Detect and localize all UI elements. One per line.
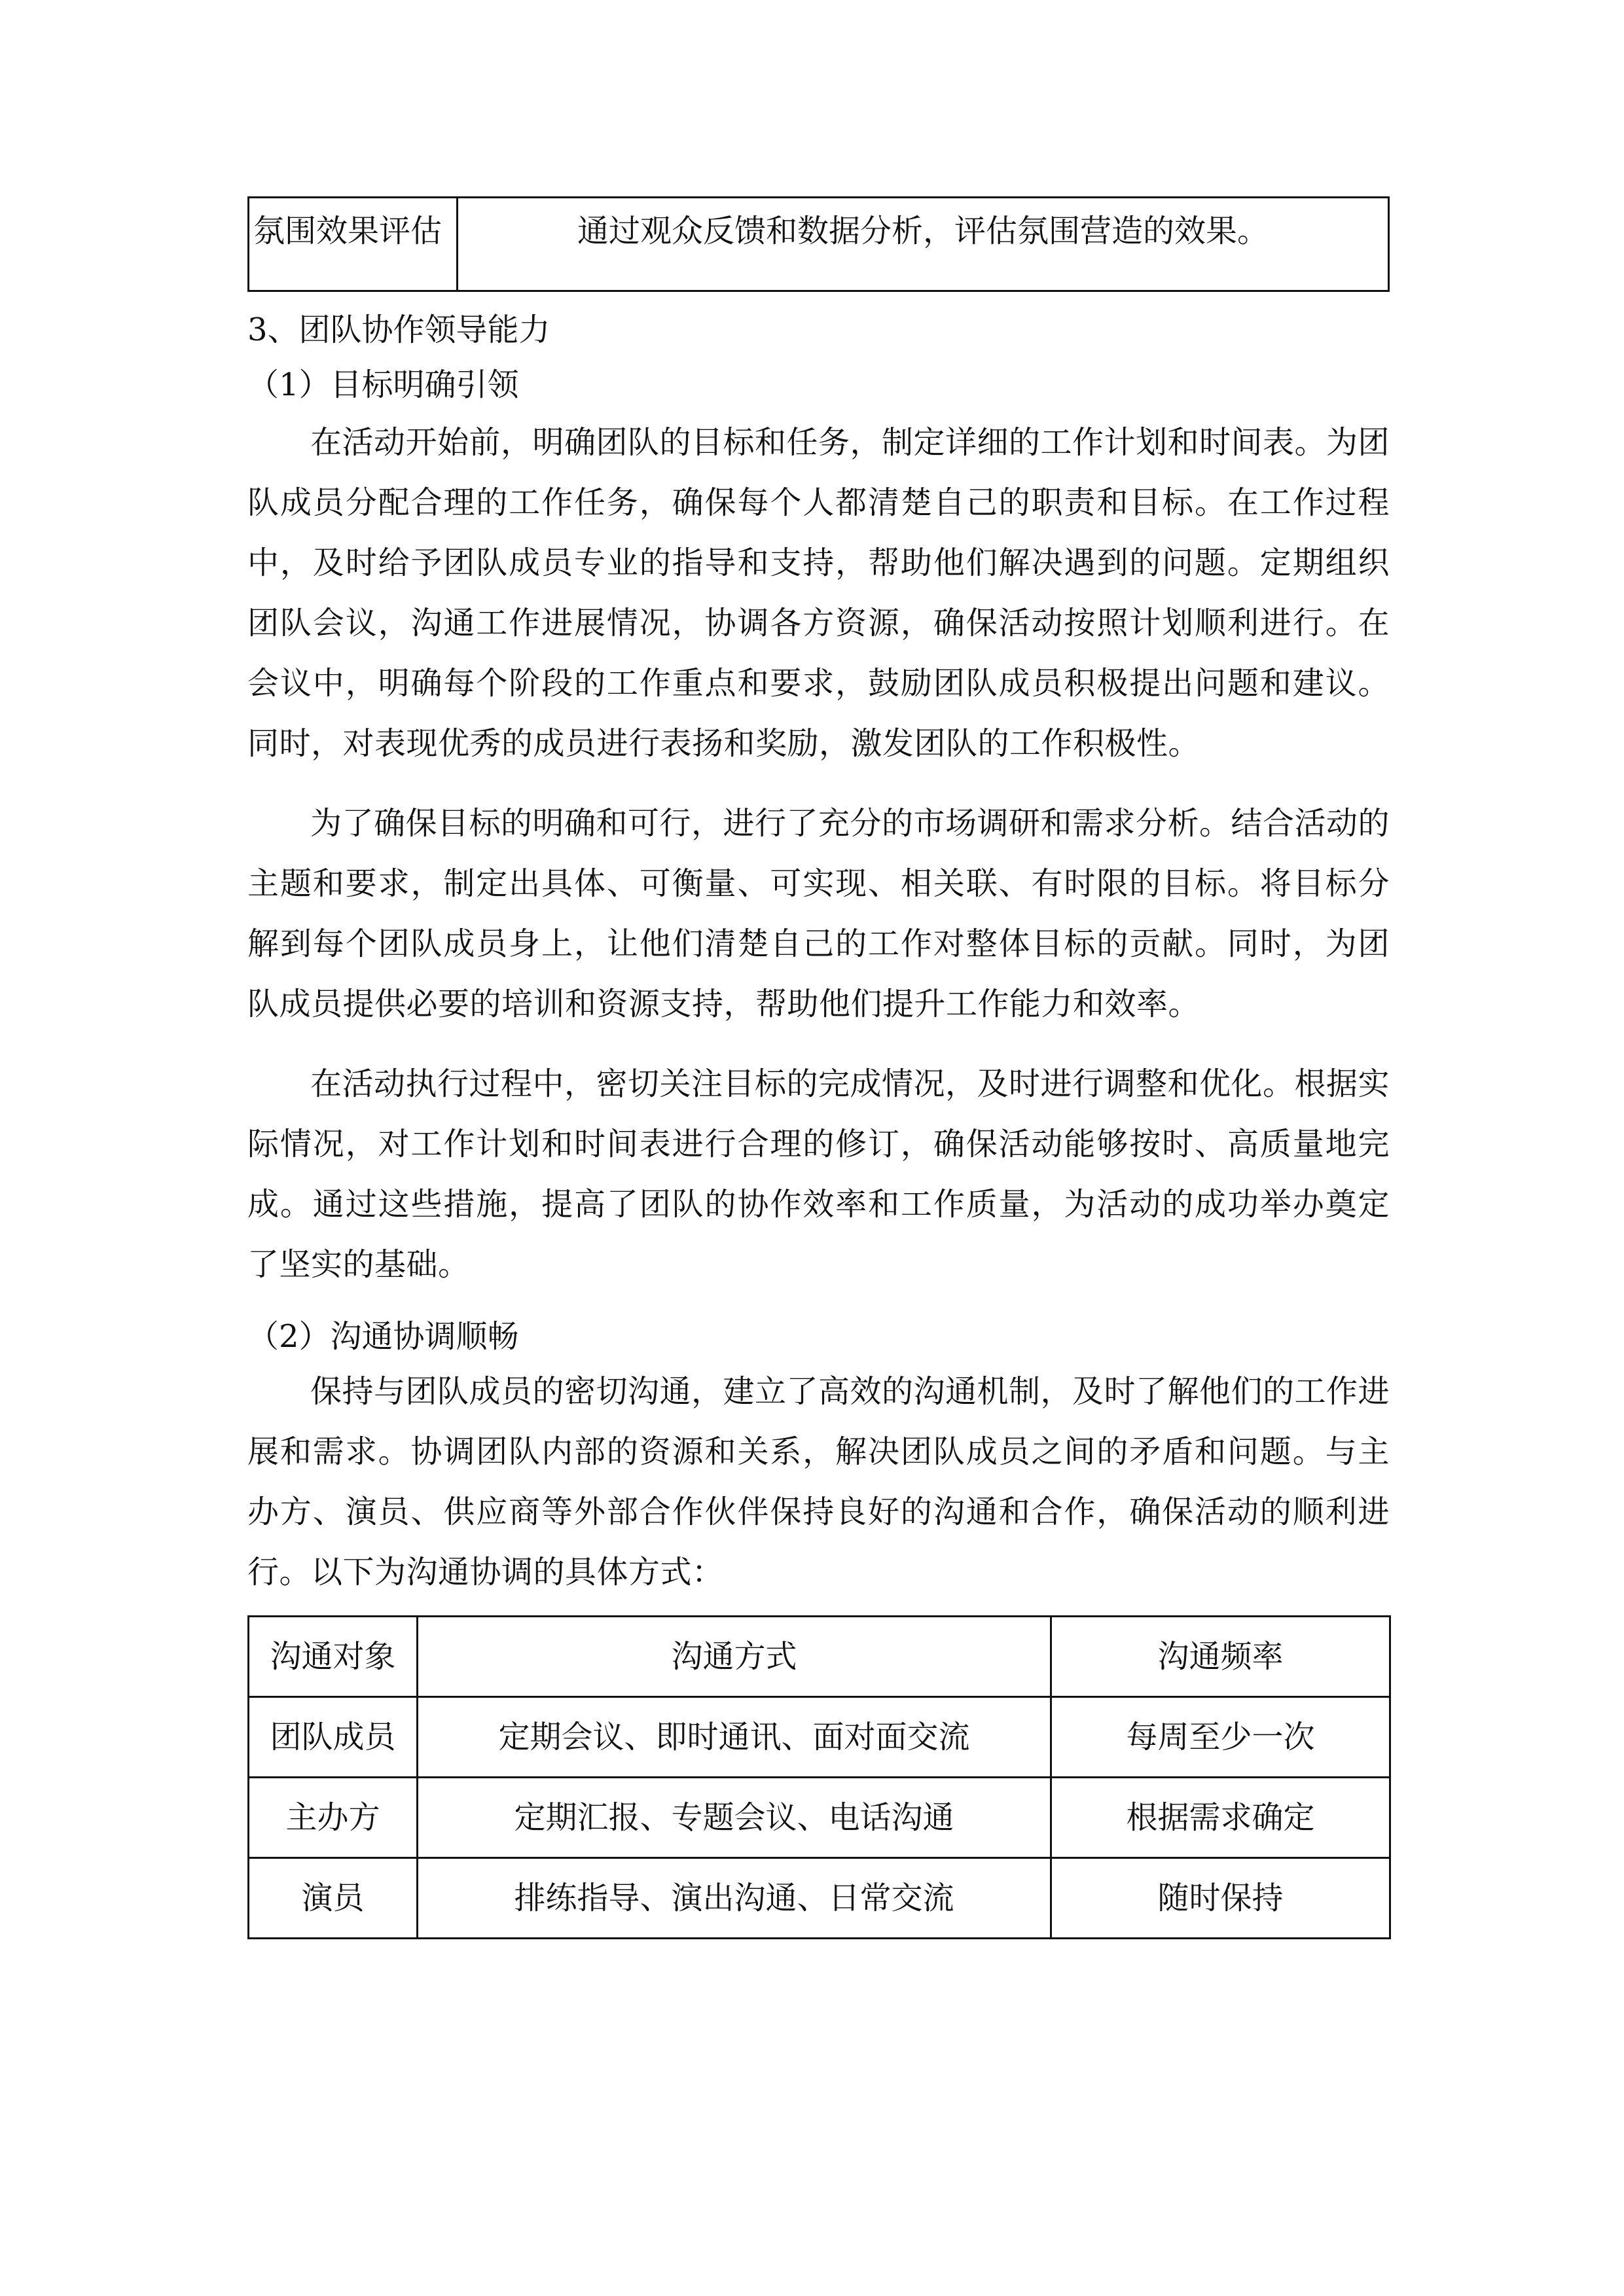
table-cell: 排练指导、演出沟通、日常交流 — [418, 1858, 1051, 1939]
table-cell-content: 通过观众反馈和数据分析，评估氛围营造的效果。 — [458, 198, 1389, 291]
page-content — [247, 196, 1390, 1939]
atmosphere-table — [247, 196, 1390, 292]
header-cell: 沟通频率 — [1051, 1617, 1390, 1697]
table-cell: 随时保持 — [1051, 1858, 1390, 1939]
table-row — [249, 198, 1389, 291]
table-cell: 每周至少一次 — [1051, 1697, 1390, 1778]
table-cell: 主办方 — [249, 1778, 418, 1858]
table-row — [249, 1858, 1390, 1939]
table-header-row — [249, 1617, 1390, 1697]
paragraph: 在活动开始前，明确团队的目标和任务，制定详细的工作计划和时间表。为团队成员分配合理的工作任务，确保每个人都清楚自己的职责和目标。在工作过程中，及时给予团队成员专业的指导和支持，帮助他们解决遇到的问题。定期组织团队会议，沟通工作进展情况，协调各方资源，确保活动按照计划顺利进行。在会议中，明确每个阶段的工作重点和要求，鼓励团队成员积极提出问题和建议。同时，对表现优秀的成员进行表扬和奖励，激发团队的工作积极性。 — [247, 424, 1390, 762]
paragraph: 为了确保目标的明确和可行，进行了充分的市场调研和需求分析。结合活动的主题和要求，制定出具体、可衡量、可实现、相关联、有时限的目标。将目标分解到每个团队成员身上，让他们清楚自己的工作对整体目标的贡献。同时，为团队成员提供必要的培训和资源支持，帮助他们提升工作能力和效率。 — [247, 805, 1390, 1022]
subsection-heading-communication: （2）沟通协调顺畅 — [247, 1318, 519, 1355]
table-row — [249, 1778, 1390, 1858]
communication-table-wrapper — [247, 1615, 1390, 1939]
paragraph: 在活动执行过程中，密切关注目标的完成情况，及时进行调整和优化。根据实际情况，对工作计划和时间表进行合理的修订，确保活动能够按时、高质量地完成。通过这些措施，提高了团队的协作效率和工作质量，为活动的成功举办奠定了坚实的基础。 — [247, 1066, 1390, 1283]
header-cell: 沟通对象 — [249, 1617, 418, 1697]
table-cell: 定期会议、即时通讯、面对面交流 — [418, 1697, 1051, 1778]
table-cell: 演员 — [249, 1858, 418, 1939]
table-cell-label: 氛围效果评估 — [249, 198, 458, 291]
table-cell: 根据需求确定 — [1051, 1778, 1390, 1858]
table-cell: 定期汇报、专题会议、电话沟通 — [418, 1778, 1051, 1858]
subsection-heading-goal: （1）目标明确引领 — [247, 367, 519, 403]
section-heading: 3、团队协作领导能力 — [247, 312, 550, 348]
communication-table — [247, 1615, 1391, 1939]
table-cell: 团队成员 — [249, 1697, 418, 1778]
header-cell: 沟通方式 — [418, 1617, 1051, 1697]
paragraph: 保持与团队成员的密切沟通，建立了高效的沟通机制，及时了解他们的工作进展和需求。协调团队内部的资源和关系，解决团队成员之间的矛盾和问题。与主办方、演员、供应商等外部合作伙伴保持良好的沟通和合作，确保活动的顺利进行。以下为沟通协调的具体方式： — [247, 1373, 1390, 1590]
table-row — [249, 1697, 1390, 1778]
